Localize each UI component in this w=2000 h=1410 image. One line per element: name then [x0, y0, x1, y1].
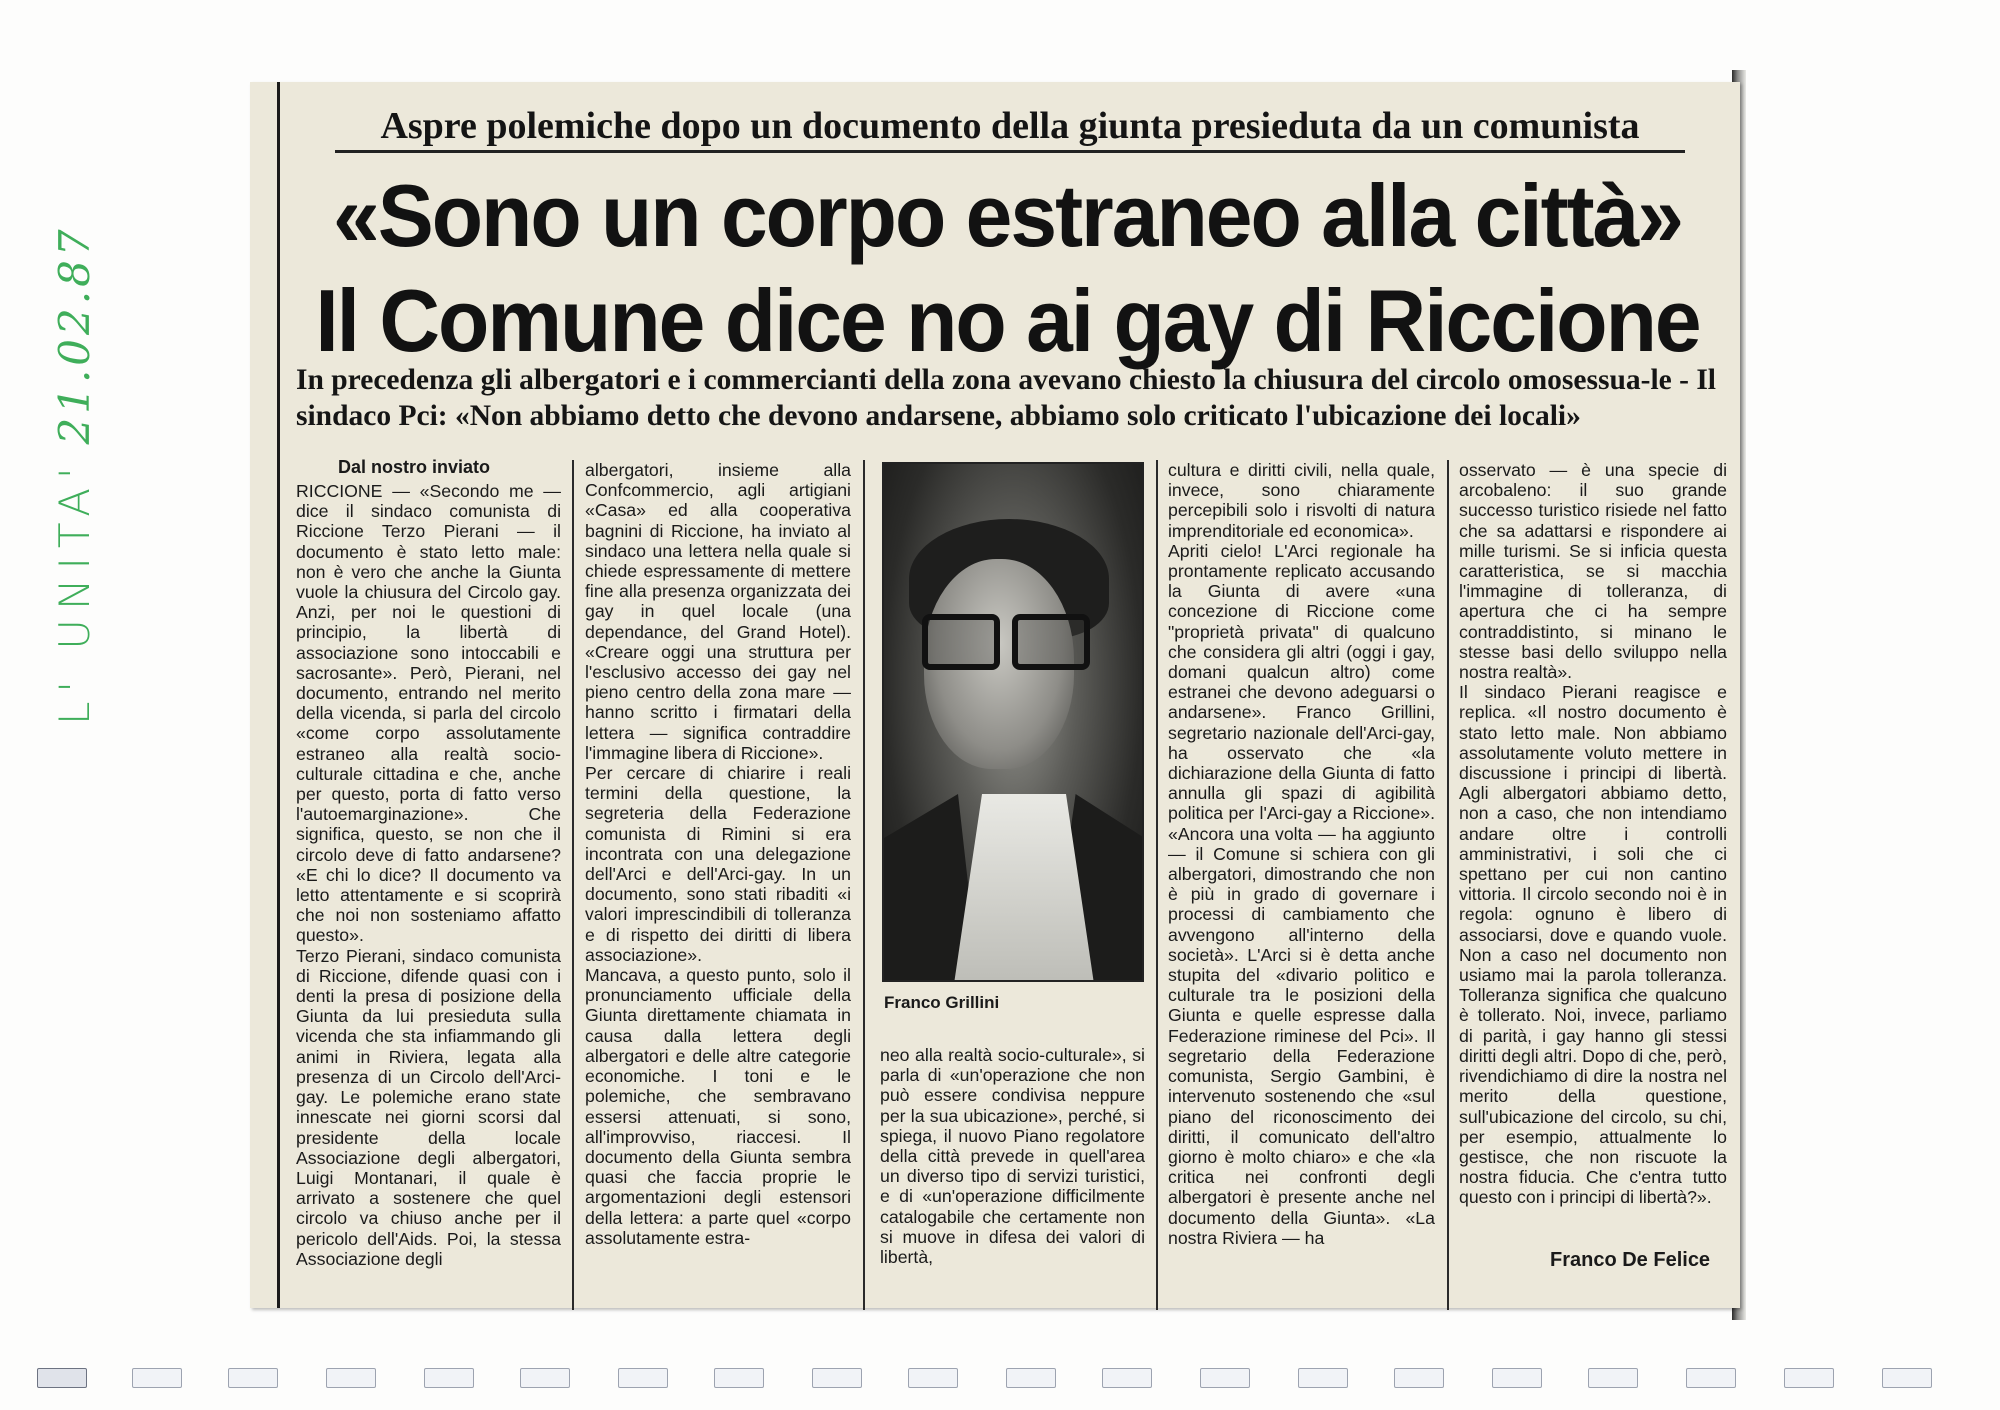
page-tab[interactable]	[1784, 1368, 1834, 1388]
article-column-5: osservato — è una specie di arcobaleno: il suo grande successo turistico risiede nel fatto che sa adattarsi e rispondere ai mille turismi. Se si inficia questa caratteristica, se si macchia l'immagine di tolleranza, di apertura che ci ha sempre contraddistinto, si minano le stesse basi dello sviluppo nella nostra realtà». Il sindaco Pierani reagisce e replica. «Il nostro documento è stato letto male. Non abbiamo assolutamente voluto mettere in discussione i principi di libertà. Agli albergatori abbiamo detto, non a caso, che non intendiamo andare oltre i controlli amministrativi, i soli che ci spettano per cui non cantino vittoria. Il circolo secondo noi è in regola: ognuno è libero di associarsi, dove e quando vuole. Non a caso nel documento non usiamo mai la parola tolleranza. Tolleranza significa che qualcuno è tollerato. Noi, invece, parliamo di parità, i gay hanno gli stessi diritti degli altri. Dopo di che, però, rivendichiamo di dire la nostra nel merito della questione, sull'ubicazione del circolo, su chi, per esempio, attualmente lo gestisce, che non riscuote la nostra fiducia. Che c'entra tutto questo con i principi di libertà?».	[1459, 460, 1727, 1208]
page-tab[interactable]	[132, 1368, 182, 1388]
clipping-border	[277, 82, 280, 1308]
article-column-3: neo alla realtà socio-culturale», si parla di «un'operazione che non può essere condivisa neppure per la sua ubicazione», perché, si spiega, il nuovo Piano regolatore della città prevede in quell'area un diverso tipo di servizi turistici, e di «un'operazione difficilmente catalogabile che certamente non si muove in difesa dei valori di libertà,	[880, 1045, 1145, 1268]
page-tab[interactable]	[228, 1368, 278, 1388]
portrait-photo	[882, 462, 1144, 982]
article-headline	[300, 163, 1715, 373]
column-rule	[1156, 460, 1158, 1310]
page-tab[interactable]	[618, 1368, 668, 1388]
column-rule	[572, 460, 574, 1310]
page-tab[interactable]	[1102, 1368, 1152, 1388]
page-tab[interactable]	[1588, 1368, 1638, 1388]
column-rule	[1447, 460, 1449, 1310]
page-tab[interactable]	[1200, 1368, 1250, 1388]
page-tab[interactable]	[1298, 1368, 1348, 1388]
handwritten-annotation	[50, 125, 130, 725]
headline-line-1: «Sono un corpo estraneo alla città»	[332, 166, 1683, 265]
page-tab[interactable]	[714, 1368, 764, 1388]
photo-caption: Franco Grillini	[884, 993, 1000, 1012]
page-tab[interactable]	[812, 1368, 862, 1388]
handwritten-date: 21.02.87	[50, 225, 99, 445]
page-tab[interactable]	[1394, 1368, 1444, 1388]
handwritten-newspaper-name: L' UNITA'	[50, 458, 99, 725]
page-tab[interactable]	[1006, 1368, 1056, 1388]
article-kicker: Aspre polemiche dopo un documento della giunta presieduta da un comunista	[335, 104, 1685, 153]
article-deck: In precedenza gli albergatori e i commercianti della zona avevano chiesto la chiusura del circolo omosessua-le - Il sindaco Pci: «Non abbiamo detto che devono andarsene, abbiamo solo criticato l'ubicazione dei locali»	[296, 364, 1716, 432]
column-rule	[863, 460, 865, 1310]
headline-line-2: Il Comune dice no ai gay di Riccione	[315, 271, 1700, 370]
page-tab[interactable]	[1686, 1368, 1736, 1388]
article-dateline: Dal nostro inviato	[338, 457, 491, 477]
article-column-1: RICCIONE — «Secondo me — dice il sindaco comunista di Riccione Terzo Pierani — il documento è stato letto male: non è vero che anche la Giunta vuole la chiusura del Circolo gay. Anzi, per noi le questioni di principio, la libertà di associazione sono intoccabili e sacrosante». Però, Pierani, nel documento, entrando nel merito della vicenda, si parla del circolo «come corpo assolutamente estraneo alla realtà socio-culturale cittadina e che, anche per questo, porta di fatto verso l'autoemarginazione». Che significa, questo, se non che il circolo deve di fatto andarsene? «E chi lo dice? Il documento va letto attentamente e si scoprirà che noi non sosteniamo affatto questo». Terzo Pierani, sindaco comunista di Riccione, difende quasi con i denti la presa di posizione della Giunta da lui presieduta sulla vicenda che sta infiammando gli animi in Riviera, legata alla presenza di un Circolo dell'Arci-gay. Le polemiche erano state innescate nei giorni scorsi dal presidente della locale Associazione degli albergatori, Luigi Montanari, il quale è arrivato a sostenere che quel circolo va chiuso anche per il pericolo dell'Aids. Poi, la stessa Associazione degli	[296, 481, 561, 1269]
page-tab[interactable]	[908, 1368, 958, 1388]
page-tab[interactable]	[1492, 1368, 1542, 1388]
page-tab-strip	[0, 1368, 2000, 1398]
page-tab[interactable]	[520, 1368, 570, 1388]
article-column-2: albergatori, insieme alla Confcommercio, agli artigiani «Casa» ed alla cooperativa bagnini di Riccione, ha inviato al sindaco una lettera nella quale si chiede espressamente di mettere fine alla presenza organizzata dei gay in quel locale (una dependance, del Grand Hotel). «Creare oggi una struttura per l'esclusivo accesso dei gay nel pieno centro della zona mare — hanno scritto i firmatari della lettera — significa contraddire l'immagine libera di Riccione». Per cercare di chiarire i reali termini della questione, la segreteria della Federazione comunista di Rimini si era incontrata con una delegazione dell'Arci e dell'Arci-gay. In un documento, sono stati ribaditi «i valori imprescindibili di tolleranza e di rispetto dei diritti di libera associazione». Mancava, a questo punto, solo il pronunciamento ufficiale della Giunta direttamente chiamata in causa dalla lettera degli albergatori e delle altre categorie economiche. I toni e le polemiche, che sembravano essersi attenuati, si sono, all'improvviso, riaccesi. Il documento della Giunta sembra quasi che faccia proprie le argomentazioni degli estensori della lettera: a parte quel «corpo assolutamente estra-	[585, 460, 851, 1248]
article-byline: Franco De Felice	[1550, 1249, 1711, 1271]
page-tab[interactable]	[326, 1368, 376, 1388]
page-tab[interactable]	[424, 1368, 474, 1388]
page-tab[interactable]	[1882, 1368, 1932, 1388]
page-tab[interactable]	[37, 1368, 87, 1388]
article-column-4: cultura e diritti civili, nella quale, invece, sono chiaramente percepibili solo i risvolti di natura imprenditoriale ed economica». Apriti cielo! L'Arci regionale ha prontamente replicato accusando la Giunta di avere «una concezione di Riccione come "proprietà privata" di qualcuno che considera gli altri (oggi i gay, domani qualcun altro) come estranei che devono adeguarsi o andarsene». Franco Grillini, segretario nazionale dell'Arci-gay, ha osservato che «la dichiarazione della Giunta di fatto annulla gli spazi di agibilità politica per l'Arci-gay a Riccione». «Ancora una volta — ha aggiunto — il Comune si schiera con gli albergatori, dimostrando che non è più in grado di governare i processi di cambiamento che avvengono all'interno della società». L'Arci si è detta anche stupita del «divario politico e culturale tra le posizioni della Giunta e quelle espresse dalla Federazione riminese del Pci». Il segretario della Federazione comunista, Sergio Gambini, è intervenuto sostenendo che «sul piano del riconoscimento dei diritti, il comunicato dell'altro giorno è molto chiaro» e che «la critica nei confronti degli albergatori è presente anche nel documento della Giunta». «La nostra Riviera — ha	[1168, 460, 1435, 1248]
